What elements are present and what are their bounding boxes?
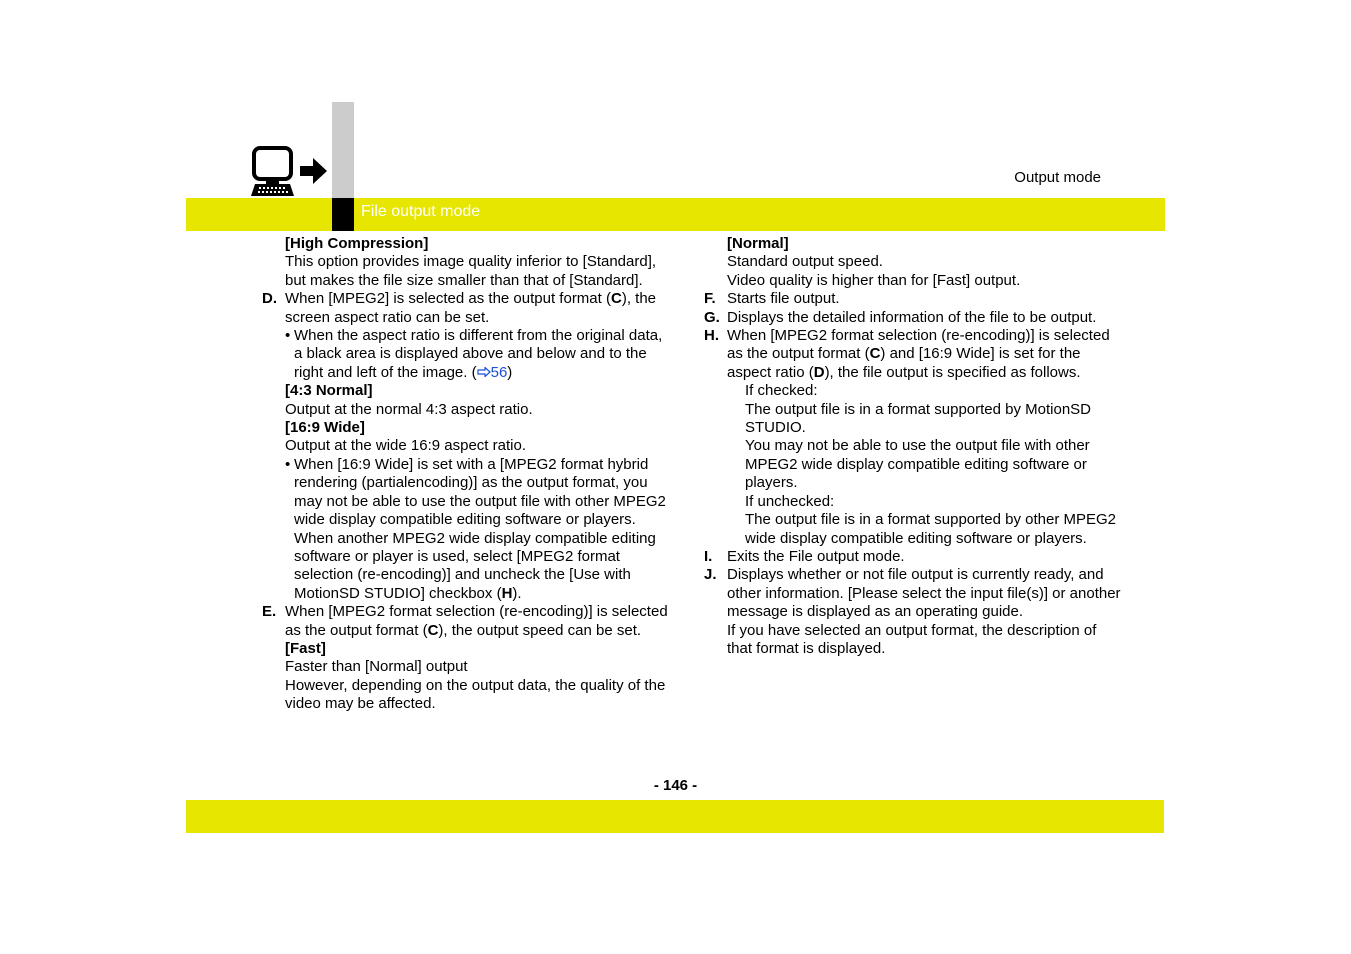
item-h-marker: H. [704, 327, 719, 345]
item-d-bullet-1: • When the aspect ratio is different from the original data, a black area is displayed above and below and to the right and left of the image. ( 56) [285, 327, 663, 381]
item-g-marker: G. [704, 308, 720, 326]
right-column [704, 235, 1124, 658]
checked-text-2: You may not be able to use the output file with other MPEG2 wide display compatible editing software or players. [745, 437, 1090, 492]
pc-export-icon [249, 146, 329, 198]
footer-band [186, 800, 1164, 833]
header-gray-tab [332, 102, 354, 198]
high-compression-text: This option provides image quality inferior to [Standard], but makes the file size smaller than that of [Standard]. [285, 253, 657, 289]
fast-title: [Fast] [285, 639, 326, 657]
item-f-marker: F. [704, 290, 716, 308]
normal-title: [Normal] [727, 235, 789, 252]
unchecked-label: If unchecked: [745, 492, 835, 510]
ref-c: C [869, 345, 881, 363]
unchecked-text: The output file is in a format supported by other MPEG2 wide display compatible editing software or players. [745, 511, 1117, 547]
item-d-text: When [MPEG2] is selected as the output format (C), the screen aspect ratio can be set. [285, 290, 657, 326]
item-j [704, 566, 1124, 658]
item-h-text: When [MPEG2 format selection (re-encoding)] is selected as the output format (C) and [16:9 Wide] is set for the aspect ratio (D), the file output is specified as follows. [727, 327, 1110, 381]
item-i-text: Exits the File output mode. [727, 547, 905, 565]
page-number: - 146 - [653, 777, 698, 794]
section-title: File output mode [361, 203, 481, 220]
item-i [704, 548, 1124, 566]
item-d-bullet-2: • When [16:9 Wide] is set with a [MPEG2 format hybrid rendering (partialencoding)] as the output format, you may not be able to use the output file with other MPEG2 wide display compatible editing software or players. When another MPEG2 wide display compatible editing software or player is used, select [MPEG2 format selection (re-encoding)] and uncheck the [Use with MotionSD STUDIO] checkbox (H). [285, 455, 666, 602]
checked-label: If checked: [745, 382, 818, 400]
item-d [262, 290, 672, 327]
ref-c: C [610, 290, 622, 308]
arrow-right-icon [477, 367, 491, 377]
ref-h: H [501, 584, 513, 602]
high-compression-title: [High Compression] [285, 235, 429, 252]
normal-43-title: [4:3 Normal] [285, 382, 373, 400]
item-h [704, 327, 1124, 382]
item-d-marker: D. [262, 290, 277, 308]
fast-text-2: However, depending on the output data, the quality of the video may be affected. [285, 676, 666, 713]
item-e-text: When [MPEG2 format selection (re-encoding)] is selected as the output format (C), the output speed can be set. [285, 603, 668, 639]
output-mode-label: Output mode [1014, 169, 1101, 186]
normal-text-2: Video quality is higher than for [Fast] output. [727, 271, 1021, 289]
wide-169-title: [16:9 Wide] [285, 419, 365, 437]
item-f [704, 290, 1124, 308]
item-j-text: Displays whether or not file output is currently ready, and other information. [Please select the input file(s)] or another message is displayed as an operating guide. If you have selected an output format, the description of that format is displayed. [727, 566, 1121, 657]
item-i-marker: I. [704, 547, 713, 565]
item-j-marker: J. [704, 566, 717, 584]
checked-text-1: The output file is in a format supported by MotionSD STUDIO. [745, 400, 1092, 437]
ref-d: D [813, 363, 825, 381]
item-e [262, 603, 672, 640]
normal-text-1: Standard output speed. [727, 253, 883, 271]
fast-text-1: Faster than [Normal] output [285, 658, 468, 676]
item-f-text: Starts file output. [727, 290, 840, 308]
item-e-marker: E. [262, 603, 277, 621]
left-column [262, 235, 672, 714]
item-g [704, 309, 1124, 327]
page-link-56[interactable]: 56 [477, 364, 508, 381]
item-g-text: Displays the detailed information of the file to be output. [727, 308, 1097, 326]
ref-c: C [427, 621, 439, 639]
normal-43-text: Output at the normal 4:3 aspect ratio. [285, 400, 533, 418]
header-black-tab [332, 198, 354, 231]
wide-169-text: Output at the wide 16:9 aspect ratio. [285, 437, 526, 455]
